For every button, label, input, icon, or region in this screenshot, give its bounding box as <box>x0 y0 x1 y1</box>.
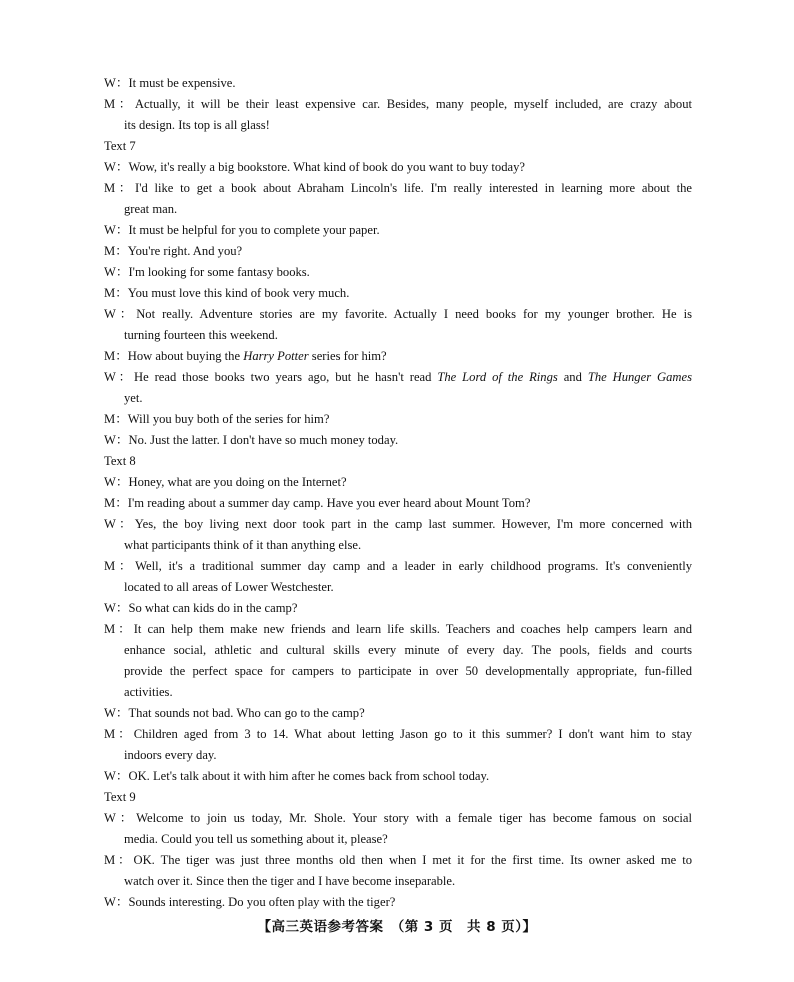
section-heading <box>104 787 692 808</box>
dialogue-text: turning fourteen this weekend. <box>124 328 278 342</box>
dialogue-text: enhance social, athletic and cultural skills every minute of every day. The pools, fields and courts <box>124 643 692 657</box>
dialogue-line <box>104 178 692 199</box>
dialogue-line <box>104 283 692 304</box>
dialogue-text: located to all areas of Lower Westchester. <box>124 580 334 594</box>
dialogue-continuation <box>104 388 692 409</box>
dialogue-text: its design. Its top is all glass! <box>124 118 270 132</box>
page-footer: 【高三英语参考答案 （第 3 页 共 8 页）】 <box>257 919 537 935</box>
dialogue-line <box>104 724 692 745</box>
dialogue-line <box>104 367 692 388</box>
dialogue-continuation <box>104 640 692 661</box>
dialogue-text: M：How about buying the <box>104 349 244 363</box>
dialogue-text: indoors every day. <box>124 748 217 762</box>
dialogue-text: M：Children aged from 3 to 14. What about letting Jason go to it this summer? I don't want him to stay <box>104 727 692 741</box>
dialogue-line <box>104 430 692 451</box>
dialogue-text: W：Sounds interesting. Do you often play with the tiger? <box>104 895 396 909</box>
dialogue-text: M：Will you buy both of the series for him? <box>104 412 330 426</box>
dialogue-line <box>104 94 692 115</box>
dialogue-text: M：You're right. And you? <box>104 244 243 258</box>
dialogue-text: provide the perfect space for campers to participate in over 50 developmentally appropriate, fun-filled <box>124 664 692 678</box>
dialogue-text: series for him? <box>308 349 387 363</box>
dialogue-continuation <box>104 661 692 682</box>
dialogue-text: great man. <box>124 202 178 216</box>
section-heading <box>104 136 692 157</box>
dialogue-line <box>104 472 692 493</box>
dialogue-text: media. Could you tell us something about it, please? <box>124 832 388 846</box>
dialogue-text: M：OK. The tiger was just three months old then when I met it for the first time. Its owner asked me to <box>104 853 692 867</box>
dialogue-line <box>104 409 692 430</box>
dialogue-text: M：It can help them make new friends and learn life skills. Teachers and coaches help campers learn and <box>104 622 692 636</box>
dialogue-text: W：Honey, what are you doing on the Internet? <box>104 475 347 489</box>
dialogue-text: M：Well, it's a traditional summer day camp and a leader in early childhood programs. It's conveniently <box>104 559 692 573</box>
dialogue-line <box>104 619 692 640</box>
dialogue-text: and <box>557 370 588 384</box>
book-title: The Hunger Games <box>587 370 692 384</box>
section-heading-text: Text 8 <box>104 454 136 468</box>
dialogue-continuation <box>104 325 692 346</box>
dialogue-continuation <box>104 199 692 220</box>
dialogue-text: W：OK. Let's talk about it with him after he comes back from school today. <box>104 769 490 783</box>
dialogue-text: M：I'm reading about a summer day camp. Have you ever heard about Mount Tom? <box>104 496 531 510</box>
dialogue-text: W：Yes, the boy living next door took part in the camp last summer. However, I'm more concerned with <box>104 517 692 531</box>
dialogue-line <box>104 220 692 241</box>
dialogue-text: W：It must be helpful for you to complete your paper. <box>104 223 380 237</box>
dialogue-text: W：So what can kids do in the camp? <box>104 601 298 615</box>
book-title: The Lord of the Rings <box>437 370 558 384</box>
dialogue-line <box>104 346 692 367</box>
dialogue-continuation <box>104 745 692 766</box>
dialogue-text: W：That sounds not bad. Who can go to the camp? <box>104 706 365 720</box>
dialogue-text: W：He read those books two years ago, but he hasn't read <box>104 370 438 384</box>
dialogue-line <box>104 703 692 724</box>
dialogue-line <box>104 493 692 514</box>
dialogue-text: M：I'd like to get a book about Abraham Lincoln's life. I'm really interested in learning more about the <box>104 181 692 195</box>
section-heading <box>104 451 692 472</box>
dialogue-continuation <box>104 535 692 556</box>
dialogue-line <box>104 766 692 787</box>
dialogue-text: W：Welcome to join us today, Mr. Shole. Your story with a female tiger has become famous on social <box>104 811 692 825</box>
dialogue-text: W：No. Just the latter. I don't have so much money today. <box>104 433 399 447</box>
dialogue-text: W：I'm looking for some fantasy books. <box>104 265 310 279</box>
dialogue-line <box>104 514 692 535</box>
dialogue-continuation <box>104 577 692 598</box>
dialogue-text: activities. <box>124 685 173 699</box>
dialogue-line <box>104 808 692 829</box>
dialogue-text: yet. <box>124 391 143 405</box>
section-heading-text: Text 7 <box>104 139 136 153</box>
dialogue-line <box>104 556 692 577</box>
dialogue-continuation <box>104 871 692 892</box>
dialogue-line <box>104 73 692 94</box>
dialogue-line <box>104 892 692 913</box>
dialogue-text: W：Wow, it's really a big bookstore. What kind of book do you want to buy today? <box>104 160 525 174</box>
dialogue-continuation <box>104 115 692 136</box>
dialogue-text: M：Actually, it will be their least expensive car. Besides, many people, myself included, are crazy about <box>104 97 692 111</box>
book-title: Harry Potter <box>243 349 309 363</box>
dialogue-line <box>104 262 692 283</box>
transcript-body <box>104 73 692 913</box>
dialogue-line <box>104 304 692 325</box>
dialogue-text: M：You must love this kind of book very much. <box>104 286 350 300</box>
dialogue-text: W：Not really. Adventure stories are my favorite. Actually I need books for my younger brother. He is <box>104 307 692 321</box>
dialogue-continuation <box>104 829 692 850</box>
dialogue-text: watch over it. Since then the tiger and I have become inseparable. <box>124 874 456 888</box>
dialogue-text: W：It must be expensive. <box>104 76 236 90</box>
dialogue-line <box>104 241 692 262</box>
dialogue-line <box>104 598 692 619</box>
dialogue-line <box>104 157 692 178</box>
section-heading-text: Text 9 <box>104 790 136 804</box>
dialogue-continuation <box>104 682 692 703</box>
dialogue-text: what participants think of it than anything else. <box>124 538 362 552</box>
dialogue-line <box>104 850 692 871</box>
